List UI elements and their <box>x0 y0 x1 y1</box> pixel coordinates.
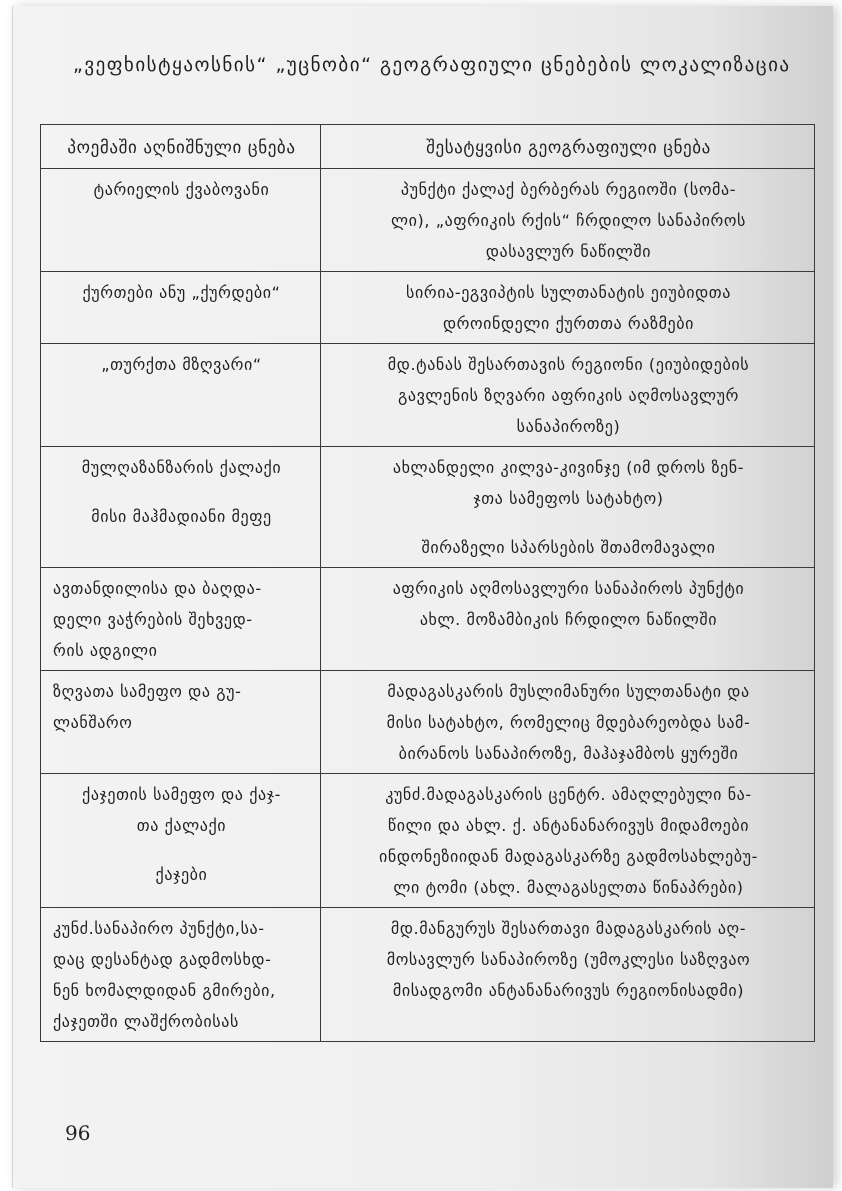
poem-concept-cell <box>41 272 321 344</box>
cell-line: სანაპიროზე) <box>516 417 621 436</box>
page-title: „ვეფხისტყაოსნის“ „უცნობი“ გეოგრაფიული ცნებების ლოკალიზაცია <box>73 54 791 76</box>
poem-concept-cell <box>41 671 321 774</box>
poem-concept-cell <box>41 908 321 1042</box>
cell-gap <box>333 514 804 532</box>
localization-table <box>40 124 815 1042</box>
cell-line: მოსავლურ სანაპიროზე (უმოკლესი საზღვაო <box>386 950 751 969</box>
cell-line: ლი), „აფრიკის რქის“ ჩრდილო სანაპიროს <box>390 211 746 230</box>
geographic-concept-cell <box>321 568 815 671</box>
cell-line: ავთანდილისა და ბაღდა- <box>53 579 262 598</box>
table-row <box>41 671 815 774</box>
page-number: 96 <box>65 1121 91 1145</box>
cell-line: მისი სატახტო, რომელიც მდებარეობდა სამ- <box>386 713 751 732</box>
geographic-concept-cell <box>321 671 815 774</box>
cell-gap <box>53 841 310 859</box>
table-row <box>41 908 815 1042</box>
cell-line: ჯთა სამეფოს სატახტო) <box>473 489 664 508</box>
geographic-concept-cell <box>321 272 815 344</box>
cell-line: ახლ. მოზამბიკის ჩრდილო ნაწილში <box>419 610 718 629</box>
cell-line: ინდონეზიიდან მადაგასკარზე გადმოსახლებუ- <box>379 847 758 866</box>
cell-line: ნენ ხომალდიდან გმირები, <box>53 981 276 1000</box>
cell-line: აფრიკის აღმოსავლური სანაპიროს პუნქტი <box>392 579 745 598</box>
geographic-concept-cell <box>321 169 815 272</box>
table-row <box>41 272 815 344</box>
poem-concept-cell <box>41 169 321 272</box>
cell-line: კუნძ.მადაგასკარის ცენტრ. ამაღლებული ნა- <box>385 785 752 804</box>
cell-line: კუნძ.სანაპირო პუნქტი,სა- <box>53 919 265 938</box>
cell-line: გავლენის ზღვარი აფრიკის აღმოსავლურ <box>398 386 739 405</box>
table-row <box>41 447 815 568</box>
geographic-concept-cell <box>321 344 815 447</box>
cell-line: წილი და ახლ. ქ. ანტანანარივუს მიდამოები <box>387 816 750 835</box>
cell-line: პუნქტი ქალაქ ბერბერას რეგიოში (სომა- <box>400 180 737 199</box>
cell-line: შირაზელი სპარსების შთამომავალი <box>421 538 716 557</box>
cell-line: მულღაზანზარის ქალაქი <box>81 458 282 477</box>
cell-line: დელი ვაჭრების შეხვედ- <box>53 610 253 629</box>
cell-line: ლანშარო <box>53 713 133 732</box>
cell-line: მისადგომი ანტანანარივუს რეგიონისადმი) <box>392 981 745 1000</box>
cell-line: მისი მაჰმადიანი მეფე <box>91 507 272 526</box>
cell-line: დაც დესანტად გადმოსხდ- <box>53 950 272 969</box>
cell-line: თა ქალაქი <box>136 816 227 835</box>
poem-concept-cell <box>41 344 321 447</box>
cell-line: რის ადგილი <box>53 641 158 660</box>
poem-concept-cell <box>41 774 321 908</box>
table-header-row <box>41 125 815 169</box>
cell-line: ტარიელის ქვაბოვანი <box>93 180 270 199</box>
cell-line: ბირანოს სანაპიროზე, მაჰაჯამბოს ყურეში <box>398 744 739 763</box>
table-row <box>41 774 815 908</box>
cell-line: დასავლურ ნაწილში <box>485 242 652 261</box>
cell-line: სირია-ეგვიპტის სულთანატის ეიუბიდთა <box>406 283 731 302</box>
geographic-concept-cell <box>321 447 815 568</box>
cell-line: მდ.მანგურუს შესართავი მადაგასკარის აღ- <box>390 919 747 938</box>
cell-line: ქაჯეთში ლაშქრობისას <box>53 1012 239 1031</box>
cell-line: ქაჯეთის სამეფო და ქაჯ- <box>82 785 281 804</box>
cell-line: ქურთები ანუ „ქურდები“ <box>82 283 281 302</box>
cell-line: ქაჯები <box>155 865 208 884</box>
cell-line: ზღვათა სამეფო და გუ- <box>53 682 242 701</box>
geographic-concept-cell <box>321 908 815 1042</box>
cell-line: ახლანდელი კილვა-კივინჯე (იმ დროს ზენ- <box>392 458 745 477</box>
cell-line: მდ.ტანას შესართავის რეგიონი (ეიუბიდების <box>387 355 750 374</box>
cell-line: „თურქთა მზღვარი“ <box>101 355 262 374</box>
table-row <box>41 169 815 272</box>
poem-concept-cell <box>41 447 321 568</box>
header-geographic-concept: შესატყვისი გეოგრაფიული ცნება <box>321 125 815 169</box>
header-poem-concept: პოემაში აღნიშნული ცნება <box>41 125 321 169</box>
page-sheet <box>12 6 833 1188</box>
cell-line: დროინდელი ქურთთა რაზმები <box>442 314 695 333</box>
poem-concept-cell <box>41 568 321 671</box>
table-row <box>41 344 815 447</box>
cell-line: მადაგასკარის მუსლიმანური სულთანატი და <box>387 682 750 701</box>
geographic-concept-cell <box>321 774 815 908</box>
cell-line: ლი ტომი (ახლ. მალაგასელთა წინაპრები) <box>393 878 744 897</box>
table-row <box>41 568 815 671</box>
cell-gap <box>53 483 310 501</box>
